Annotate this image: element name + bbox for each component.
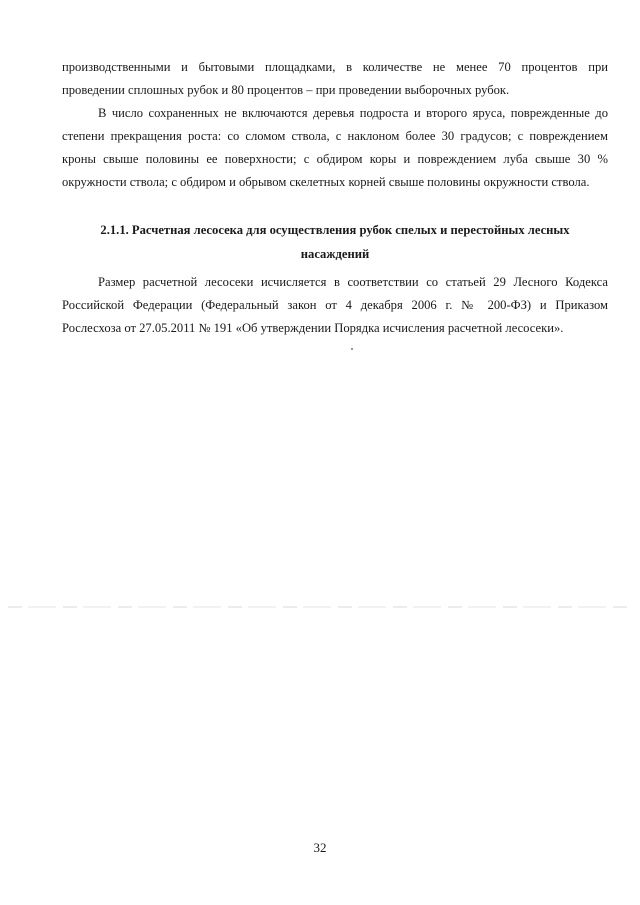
paragraph-2-line-4: окружности ствола; с обдиром и обрывом скелетных корней свыше половины окружности ствола.	[62, 175, 590, 189]
paragraph-2-line-2: степени прекращения роста: со сломом ствола, с наклоном более 30 градусов; с повреждением	[62, 129, 608, 143]
paragraph-3-line-2: Российской Федерации (Федеральный закон от 4 декабря 2006 г. № 200-ФЗ) и Приказом	[62, 298, 608, 312]
scan-artifact-line	[8, 606, 632, 608]
paragraph-3-line-3: Рослесхоза от 27.05.2011 № 191 «Об утверждении Порядка исчисления расчетной лесосеки».	[62, 321, 564, 335]
paragraph-1-line-2: проведении сплошных рубок и 80 процентов – при проведении выборочных рубок.	[62, 83, 510, 97]
paragraph-1-line-1: производственными и бытовыми площадками, в количестве не менее 70 процентов при	[62, 60, 608, 74]
section-heading-line-2: насаждений	[300, 247, 370, 261]
paragraph-3-line-1: Размер расчетной лесосеки исчисляется в соответствии со статьей 29 Лесного Кодекса	[98, 275, 608, 289]
section-heading-line-1: 2.1.1. Расчетная лесосека для осуществления рубок спелых и перестойных лесных	[100, 223, 570, 237]
stray-dot-mark	[351, 348, 353, 350]
page-number: 32	[313, 840, 327, 855]
paragraph-2-line-3: кроны свыше половины ее поверхности; с обдиром коры и повреждением луба свыше 30 %	[62, 152, 608, 166]
paragraph-2-line-1: В число сохраненных не включаются деревья подроста и второго яруса, поврежденные до	[98, 106, 608, 120]
